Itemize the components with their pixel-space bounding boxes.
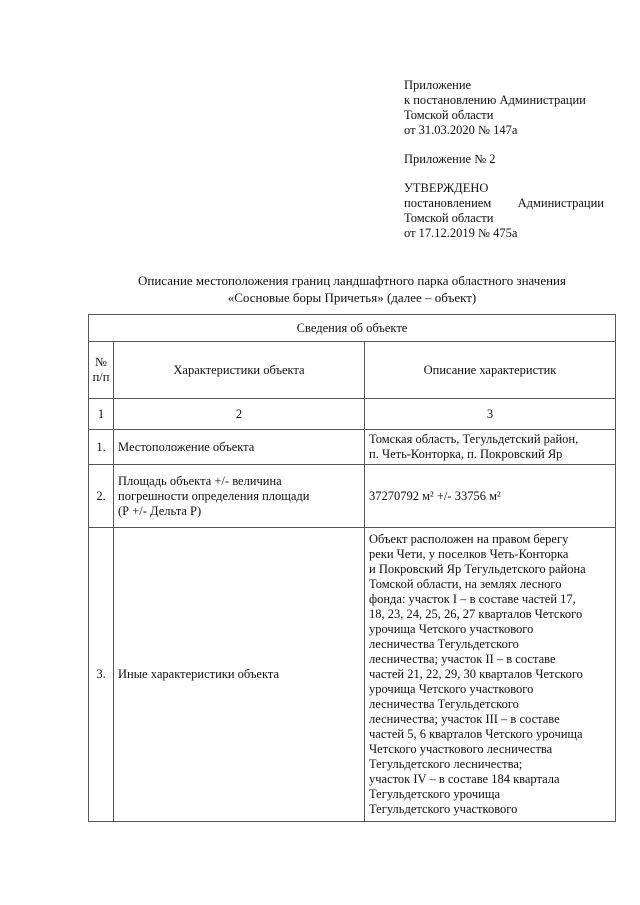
table-section-header-row — [89, 315, 616, 342]
row-number: 2. — [89, 465, 114, 528]
col-number-3: 3 — [365, 399, 616, 430]
approved-label: УТВЕРЖДЕНО — [404, 181, 489, 195]
approved-region-line: Томской области — [404, 211, 494, 225]
document-title — [88, 272, 616, 306]
table-column-header-row — [89, 342, 616, 399]
appendix-number: Приложение № 2 — [404, 152, 496, 166]
col-number-1: 1 — [89, 399, 114, 430]
table-row — [89, 465, 616, 528]
approved-date-line: от 17.12.2019 № 475а — [404, 226, 518, 240]
table-row — [89, 528, 616, 822]
row-characteristic: Местоположение объекта — [114, 430, 365, 465]
table-row — [89, 430, 616, 465]
row-characteristic: Площадь объекта +/- величина погрешности определения площади (Р +/- Дельта Р) — [114, 465, 365, 528]
appendix-header — [404, 78, 604, 241]
row-description: 37270792 м² +/- 33756 м² — [365, 465, 616, 528]
table-column-number-row — [89, 399, 616, 430]
col-header-number: № п/п — [89, 342, 114, 399]
col-header-characteristics: Характеристики объекта — [114, 342, 365, 399]
section-header: Сведения об объекте — [89, 315, 616, 342]
row-number: 1. — [89, 430, 114, 465]
row-characteristic: Иные характеристики объекта — [114, 528, 365, 822]
appendix-decree-line: к постановлению Администрации — [404, 93, 586, 107]
title-line-1: Описание местоположения границ ландшафтного парка областного значения — [138, 273, 566, 288]
appendix-region-line: Томской области — [404, 108, 494, 122]
row-description: Томская область, Тегульдетский район, п. Четь-Конторка, п. Покровский Яр — [365, 430, 616, 465]
row-description: Объект расположен на правом берегу реки Чети, у поселков Четь-Конторка и Покровский Яр Тегульдетского района Томской области, на землях лесного фонда: участок I – в составе частей 17, 18, 23, 24, 25, 26, 27 кварталов Четского урочища Четского участкового лесничества Тегульдетского лесничества; участок II – в составе частей 21, 22, 29, 30 кварталов Четского урочища Четского участкового лесничества Тегульдетского лесничества; участок III – в составе частей 5, 6 кварталов Четского урочища Четского участкового лесничества Тегульдетского лесничества; участок IV – в составе 184 квартала Тегульдетского урочища Тегульдетского участкового — [365, 528, 616, 822]
title-line-2: «Сосновые боры Причетья» (далее – объект) — [227, 290, 477, 305]
appendix-label: Приложение — [404, 78, 472, 92]
appendix-date-line: от 31.03.2020 № 147а — [404, 123, 518, 137]
approved-decree-line: постановлением Администрации — [404, 196, 604, 210]
col-number-2: 2 — [114, 399, 365, 430]
row-number: 3. — [89, 528, 114, 822]
object-info-table — [88, 314, 616, 822]
col-header-description: Описание характеристик — [365, 342, 616, 399]
